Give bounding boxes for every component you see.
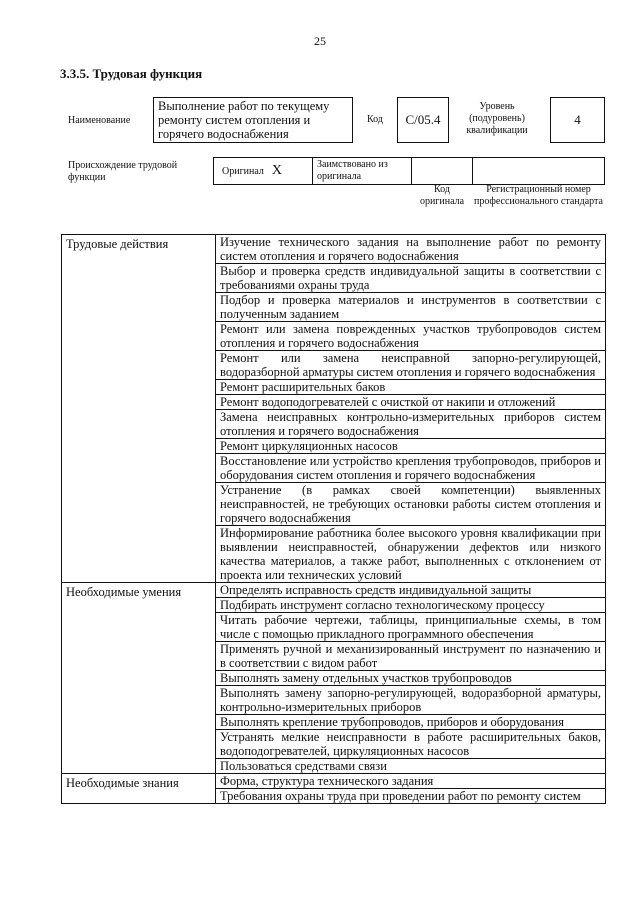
item-cell: Выполнять замену запорно-регулирующей, водоразборной арматуры, контрольно-измерительных приборов [216,686,606,715]
level-box: 4 [550,97,605,143]
item-cell: Ремонт или замена неисправной запорно-регулирующей, водоразборной арматуры систем отопления и горячего водоснабжения [216,351,606,380]
category-cell: Необходимые знания [62,774,216,804]
item-cell: Ремонт циркуляционных насосов [216,439,606,454]
item-cell: Восстановление или устройство крепления трубопроводов, приборов и оборудования систем отопления и горячего водоснабжения [216,454,606,483]
table-row [62,774,606,789]
code-original-caption: Код оригинала [419,184,465,207]
item-cell: Форма, структура технического задания [216,774,606,789]
original-label: Оригинал [222,165,264,177]
item-cell: Ремонт расширительных баков [216,380,606,395]
code-label: Код [367,114,383,125]
level-label: Уровень (подуровень) квалификации [466,101,528,136]
table-row [62,583,606,598]
borrowed-box: Заимствовано из оригинала [312,157,412,185]
item-cell: Пользоваться средствами связи [216,759,606,774]
item-cell: Выбор и проверка средств индивидуальной защиты в соответствии с требованиями охраны труда [216,264,606,293]
item-cell: Замена неисправных контрольно-измерительных приборов систем отопления и горячего водоснабжения [216,410,606,439]
code-original-box [411,157,473,185]
function-name-box: Выполнение работ по текущему ремонту систем отопления и горячего водоснабжения [153,97,353,143]
item-cell: Устранение (в рамках своей компетенции) выявленных неисправностей, не требующих остановки работы систем отопления и горячего водоснабжения [216,483,606,526]
section-title: 3.3.5. Трудовая функция [60,66,203,81]
reg-number-caption: Регистрационный номер профессионального стандарта [474,184,603,207]
name-label: Наименование [68,115,131,126]
original-mark: X [271,163,283,178]
category-cell: Необходимые умения [62,583,216,774]
original-box [213,157,313,185]
item-cell: Подбор и проверка материалов и инструментов в соответствии с полученным заданием [216,293,606,322]
item-cell: Определять исправность средств индивидуальной защиты [216,583,606,598]
requirements-table [61,234,606,804]
item-cell: Читать рабочие чертежи, таблицы, принципиальные схемы, в том числе с помощью прикладного программного обеспечения [216,613,606,642]
reg-number-box [472,157,605,185]
item-cell: Изучение технического задания на выполнение работ по ремонту систем отопления и горячего водоснабжения [216,235,606,264]
item-cell: Выполнять крепление трубопроводов, приборов и оборудования [216,715,606,730]
origin-label: Происхождение трудовой функции [68,160,178,183]
code-box: C/05.4 [397,97,449,143]
item-cell: Ремонт водоподогревателей с очисткой от накипи и отложений [216,395,606,410]
item-cell: Информирование работника более высокого уровня квалификации при выявлении неисправностей, обнаружении дефектов или низкого качества материалов, а также работ, выполненных с отклонением от проекта или технических условий [216,526,606,583]
item-cell: Выполнять замену отдельных участков трубопроводов [216,671,606,686]
page-number: 25 [314,34,326,48]
item-cell: Ремонт или замена поврежденных участков трубопроводов систем отопления и горячего водоснабжения [216,322,606,351]
item-cell: Подбирать инструмент согласно технологическому процессу [216,598,606,613]
table-row [62,235,606,264]
category-cell: Трудовые действия [62,235,216,583]
item-cell: Требования охраны труда при проведении работ по ремонту систем [216,789,606,804]
item-cell: Применять ручной и механизированный инструмент по назначению и в соответствии с видом работ [216,642,606,671]
item-cell: Устранять мелкие неисправности в работе расширительных баков, водоподогревателей, циркуляционных насосов [216,730,606,759]
